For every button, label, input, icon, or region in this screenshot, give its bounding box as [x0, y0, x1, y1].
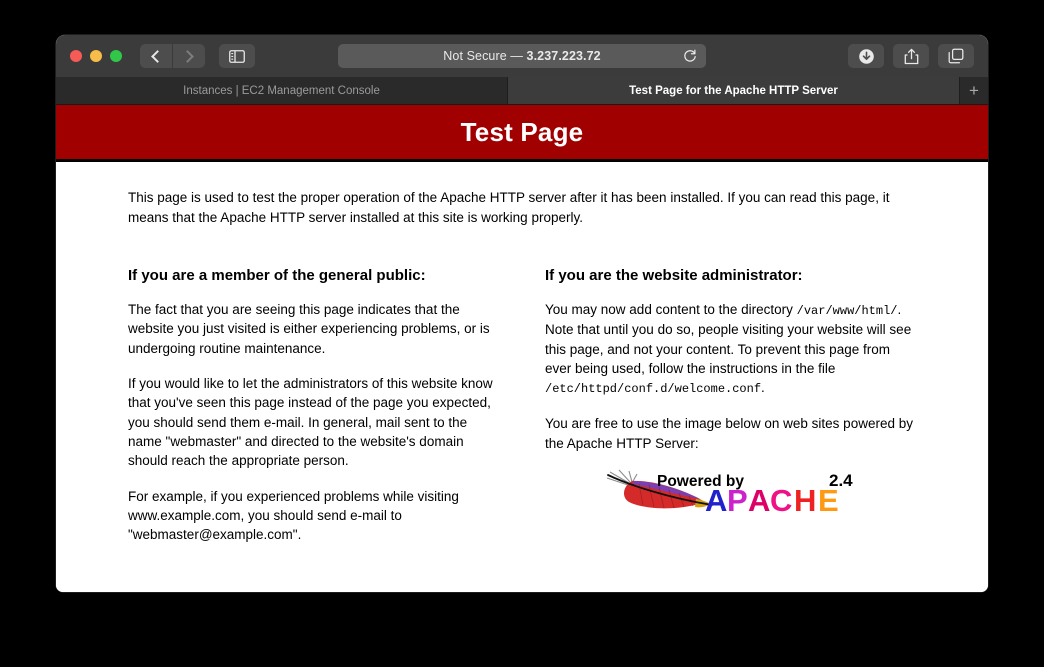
browser-toolbar — [56, 35, 988, 77]
powered-by-apache-logo — [599, 469, 875, 515]
apache-letter-c: C — [770, 482, 793, 515]
tab-overview-icon — [948, 48, 964, 64]
toolbar-right-buttons — [848, 44, 978, 68]
apache-letter-a2: A — [748, 482, 771, 515]
tab-bar — [56, 77, 988, 105]
url-host: 3.237.223.72 — [526, 49, 601, 63]
close-window-button[interactable] — [70, 50, 82, 62]
admin-text-part-1: You may now add content to the directory — [545, 302, 797, 318]
browser-window — [56, 35, 988, 592]
chevron-left-icon — [151, 50, 164, 63]
minimize-window-button[interactable] — [90, 50, 102, 62]
security-status-label: Not Secure — [443, 49, 507, 63]
apache-letter-a1: A — [705, 482, 728, 515]
tab-ec2-management-console[interactable] — [56, 77, 508, 104]
sidebar-toggle-button[interactable] — [219, 44, 255, 68]
plus-icon: + — [969, 80, 979, 100]
maximize-window-button[interactable] — [110, 50, 122, 62]
apache-logo-graphic — [599, 469, 875, 515]
forward-button[interactable] — [173, 44, 205, 68]
back-button[interactable] — [140, 44, 172, 68]
tab-overview-button[interactable] — [938, 44, 974, 68]
admin-text-part-3: . — [761, 380, 765, 396]
tab-label: Test Page for the Apache HTTP Server — [629, 84, 838, 97]
reload-button[interactable] — [682, 48, 698, 64]
admin-text-part-2: . Note that until you do so, people visiting your website will see this page, and not your content. To prevent this page from ever being used, follow the instructions in the file — [545, 302, 912, 376]
window-controls — [70, 50, 122, 62]
apache-wordmark — [705, 483, 839, 515]
content-columns — [128, 267, 916, 560]
downloads-button[interactable] — [848, 44, 884, 68]
intro-paragraph: This page is used to test the proper operation of the Apache HTTP server after it has been installed. If you can read this page, it means that the Apache HTTP server installed at this site is working properly. — [128, 190, 890, 225]
html-directory-path: /var/www/html/ — [796, 304, 898, 319]
tab-label: Instances | EC2 Management Console — [183, 84, 380, 97]
general-public-paragraph-2: If you would like to let the administrators of this website know that you've seen this page instead of the page you expected, you should send them e-mail. In general, mail sent to the name "webmaster" and directed to the website's domain should reach the appropriate person. — [128, 376, 493, 469]
new-tab-button[interactable] — [960, 77, 988, 104]
chevron-right-icon — [181, 50, 194, 63]
page-body — [56, 162, 988, 560]
page-content — [56, 105, 988, 592]
general-public-heading: If you are a member of the general public: — [128, 267, 426, 285]
tab-apache-test-page[interactable] — [508, 77, 960, 104]
address-bar[interactable] — [338, 44, 706, 68]
reload-icon — [683, 49, 697, 63]
downloads-icon — [858, 48, 875, 65]
administrator-column — [545, 267, 916, 560]
administrator-heading: If you are the website administrator: — [545, 267, 803, 285]
general-public-column — [128, 267, 499, 560]
page-title: Test Page — [460, 116, 584, 147]
apache-version-label: 2.4 — [829, 470, 853, 490]
administrator-paragraph-1 — [545, 300, 916, 398]
apache-letter-p: P — [727, 482, 748, 515]
administrator-paragraph-2: You are free to use the image below on web sites powered by the Apache HTTP Server: — [545, 416, 913, 451]
navigation-buttons — [140, 44, 205, 68]
apache-letter-h: H — [794, 482, 817, 515]
apache-letter-e: E — [818, 482, 839, 515]
address-bar-text — [443, 49, 600, 63]
powered-by-text: Powered by — [657, 472, 744, 490]
share-button[interactable] — [893, 44, 929, 68]
sidebar-icon — [229, 50, 245, 63]
share-icon — [904, 48, 919, 65]
general-public-paragraph-3: For example, if you experienced problems while visiting www.example.com, you should send e-mail to "webmaster@example.com". — [128, 488, 459, 543]
welcome-conf-path: /etc/httpd/conf.d/welcome.conf — [545, 382, 762, 397]
general-public-paragraph-1: The fact that you are seeing this page indicates that the website you just visited is either experiencing problems, or is undergoing routine maintenance. — [128, 302, 490, 356]
page-banner — [56, 105, 988, 162]
url-separator: — — [506, 49, 527, 63]
